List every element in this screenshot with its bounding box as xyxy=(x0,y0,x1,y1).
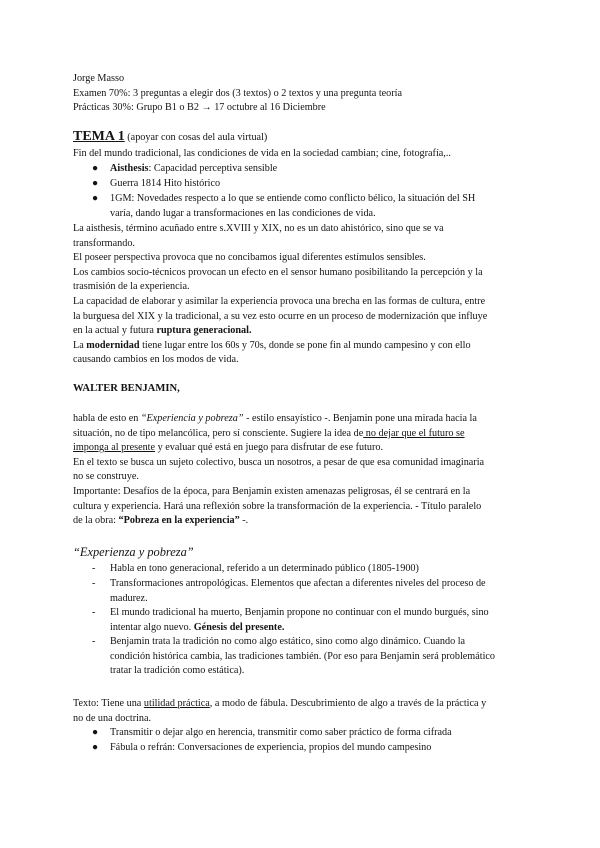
p5-prefix: La xyxy=(73,339,87,351)
bullet-3-symbol: ● xyxy=(92,193,99,204)
p3-line-2: trasmisión de la experiencia. xyxy=(73,281,190,293)
practice-line: Prácticas 30%: Grupo B1 o B2 → 17 octubre al 16 Diciembre xyxy=(73,102,326,114)
dash-item-2 xyxy=(110,577,528,606)
p4-line-3-text: en la actual y futura xyxy=(73,325,157,337)
b3-line-2: cultura y experiencia. Hará una reflexión sobre la transformación de la experiencia. - Título paralelo xyxy=(73,500,482,512)
b1-line-2-text: situación, no de tipo melancólica, pero sí consciente. Sugiere la idea de xyxy=(73,427,364,439)
experiencia-heading: “Experienza y pobreza” xyxy=(73,545,194,559)
bullet-3 xyxy=(110,192,528,221)
p5-line-2: causando cambios en los modos de vida. xyxy=(73,354,239,366)
texto-bullet-1-symbol: ● xyxy=(92,727,99,738)
benjamin-paragraph-1 xyxy=(73,412,528,529)
b3-prefix: de la obra: xyxy=(73,515,119,527)
b1-line-3 xyxy=(73,441,528,456)
texto-line-2: no de una doctrina. xyxy=(73,712,152,724)
texto-bullet-1: Transmitir o dejar algo en herencia, transmitir como saber práctico de forma cifrada xyxy=(110,727,452,738)
tema-heading xyxy=(73,129,267,145)
bullet-1-symbol: ● xyxy=(92,163,99,174)
underline-phrase-1: no dejar que el futuro se xyxy=(363,427,465,439)
b2-line-1: En el texto se busca un sujeto colectivo, busca un nosotros, a pesar de que esa comunidad imaginaria xyxy=(73,456,485,468)
b1-line-2 xyxy=(73,427,528,442)
p4-line-3 xyxy=(73,324,528,339)
p5-line-1 xyxy=(73,339,528,354)
texto-line-1 xyxy=(73,697,528,712)
underline-phrase-2: imponga al presente xyxy=(73,442,156,454)
d4-line-1: Benjamin trata la tradición no como algo estático, sino como algo dinámico. Cuando la xyxy=(110,636,466,647)
b3-line-1: Importante: Desafíos de la época, para Benjamin existen amenazas peligrosas, él se centrará en la xyxy=(73,485,471,497)
aisthesis-definition: : Capacidad perceptiva sensible xyxy=(148,163,278,174)
p4-line-2: la burguesa del XIX y la tradicional, a su vez esto ocurre en un proceso de modernización que influye xyxy=(73,310,488,322)
modernidad-term: modernidad xyxy=(86,339,140,351)
dash-item-3 xyxy=(110,606,528,635)
texto-prefix: Texto: Tiene una xyxy=(73,698,144,709)
texto-bullet-2: Fábula o refrán: Conversaciones de experiencia, propios del mundo campesino xyxy=(110,742,432,753)
b2-line-2: no se construye. xyxy=(73,471,139,483)
d2-line-2: madurez. xyxy=(110,592,148,604)
p5-rest: tiene lugar entre los 60s y 70s, donde se pone fin al mundo campesino y con ello xyxy=(139,339,471,351)
bullet-1 xyxy=(110,162,528,177)
b3-line-3 xyxy=(73,514,528,529)
header-block xyxy=(73,72,528,116)
texto-paragraph xyxy=(73,697,528,726)
b1-rest: - estilo ensayístico -. Benjamin pone una mirada hacia la xyxy=(243,413,477,424)
d3-line-2 xyxy=(110,621,528,636)
aisthesis-term: Aisthesis xyxy=(110,163,149,174)
tema-intro: Fin del mundo tradicional, las condiciones de vida en la sociedad cambian; cine, fotografía,.. xyxy=(73,148,451,159)
b1-prefix: habla de esto en xyxy=(73,413,141,424)
tema-title: TEMA 1 xyxy=(73,129,125,144)
parallel-title: “Pobreza en la experiencia” xyxy=(118,515,240,527)
p4-line-1: La capacidad de elaborar y asimilar la experiencia provoca una brecha en las formas de cultura, entre xyxy=(73,295,486,307)
tema-subtitle: (apoyar con cosas del aula virtual) xyxy=(124,132,268,143)
author-line: Jorge Masso xyxy=(73,73,125,84)
d3-line-2-text: intentar algo nuevo. xyxy=(110,621,194,633)
bullet-3-line-1: 1GM: Novedades respecto a lo que se entiende como conflicto bélico, la situación del SH xyxy=(110,193,476,204)
exam-line: Examen 70%: 3 preguntas a elegir dos (3 textos) o 2 textos y una pregunta teoría xyxy=(73,87,403,99)
b1-line-3-rest: y evaluar qué está en juego para disfrutar de ese futuro. xyxy=(155,442,384,454)
bullet-2-symbol: ● xyxy=(92,178,99,189)
d4-line-3: tratar la tradición como estática). xyxy=(110,665,245,677)
book-title: “Experiencia y pobreza” xyxy=(140,413,244,424)
b3-suffix: -. xyxy=(239,515,249,527)
bullet-2: Guerra 1814 Hito histórico xyxy=(110,178,221,189)
benjamin-heading: WALTER BENJAMIN, xyxy=(73,383,180,394)
dash-4: - xyxy=(92,636,96,647)
p1-line-1: La aisthesis, término acuñado entre s.XVIII y XIX, no es un dato ahistórico, sino que se va xyxy=(73,223,444,234)
paragraph-aisthesis xyxy=(73,222,528,368)
dash-1: - xyxy=(92,563,96,574)
dash-2: - xyxy=(92,578,96,589)
bullet-3-line-2: varía, dando lugar a transformaciones en las condiciones de vida. xyxy=(110,207,376,219)
dash-3: - xyxy=(92,607,96,618)
p2-line: El poseer perspectiva provoca que no concibamos igual diferentes estímulos sensibles. xyxy=(73,252,426,264)
b1-line-1 xyxy=(73,412,528,427)
d2-line-1: Transformaciones antropológicas. Elementos que afectan a diferentes niveles del proceso de xyxy=(110,578,486,589)
dash-item-1: Habla en tono generacional, referido a un determinado público (1805-1900) xyxy=(110,563,419,574)
texto-bullet-2-symbol: ● xyxy=(92,742,99,753)
dash-item-4 xyxy=(110,635,528,679)
ruptura-generacional: ruptura generacional. xyxy=(156,325,252,337)
genesis-del-presente: Génesis del presente. xyxy=(193,621,285,633)
utilidad-practica: utilidad práctica xyxy=(143,698,210,709)
d4-line-2: condición histórica cambia, las tradiciones también. (Por eso para Benjamin será problemático xyxy=(110,650,496,662)
d3-line-1: El mundo tradicional ha muerto, Benjamin propone no continuar con el mundo burgués, sino xyxy=(110,607,489,618)
p1-line-2: transformando. xyxy=(73,237,135,249)
p3-line-1: Los cambios socio-técnicos provocan un efecto en el sensor humano posibilitando la percepción y la xyxy=(73,266,483,278)
texto-rest: , a modo de fábula. Descubrimiento de algo a través de la práctica y xyxy=(209,698,487,709)
